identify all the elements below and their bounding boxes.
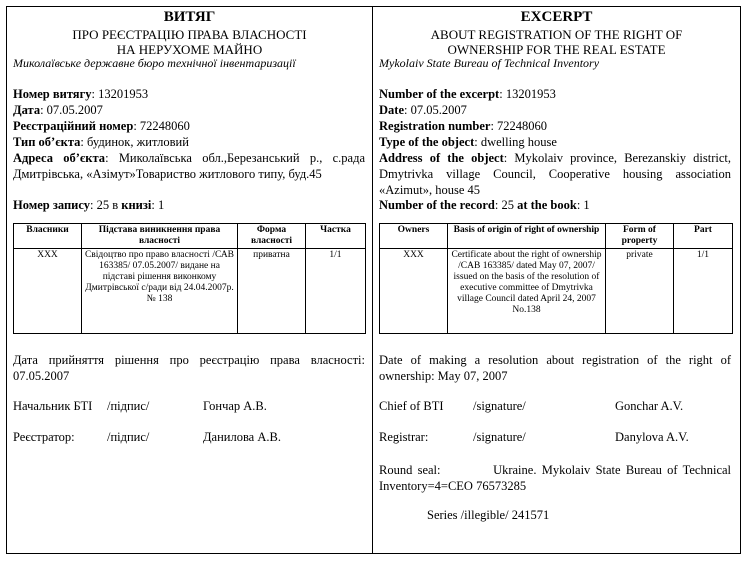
table-cell: private <box>606 249 674 334</box>
table-header: Form of property <box>606 224 674 249</box>
uk-field-object-type: Тип об’єкта: будинок, житловий <box>13 135 189 149</box>
en-field-record: Number of the record: 25 at the book: 1 <box>379 198 590 212</box>
table-row <box>380 249 733 334</box>
table-header-row <box>14 224 366 249</box>
en-subtitle-2: OWNERSHIP FOR THE REAL ESTATE <box>447 42 666 57</box>
uk-field-excerpt-number: Номер витягу: 13201953 <box>13 87 149 101</box>
uk-chief-name: Гончар А.В. <box>203 399 267 413</box>
en-registrar-signature: /signature/ <box>473 430 526 444</box>
table-header-row <box>380 224 733 249</box>
uk-registrar-role: Реєстратор: <box>13 430 75 444</box>
uk-subtitle-1: ПРО РЕЄСТРАЦІЮ ПРАВА ВЛАСНОСТІ <box>72 27 307 42</box>
uk-title: ВИТЯГ <box>163 9 216 25</box>
table-cell: приватна <box>238 249 306 334</box>
ukrainian-column <box>7 7 373 553</box>
uk-field-record: Номер запису: 25 в книзі: 1 <box>13 198 165 212</box>
table-header: Підстава виникнення права власності <box>82 224 238 249</box>
uk-chief-signature: /підпис/ <box>107 399 150 413</box>
en-chief-role: Chief of BTI <box>379 399 444 413</box>
table-header: Форма власності <box>238 224 306 249</box>
en-field-excerpt-number: Number of the excerpt: 13201953 <box>379 87 556 101</box>
table-cell: XXX <box>380 249 448 334</box>
uk-field-date: Дата: 07.05.2007 <box>13 103 103 117</box>
en-title: EXCERPT <box>520 9 593 25</box>
table-header: Basis of origin of right of ownership <box>448 224 606 249</box>
table-cell: XXX <box>14 249 82 334</box>
en-decision-date: Date of making a resolution about registration of the right of ownership: May 07, 2007 <box>379 353 731 383</box>
table-cell: 1/1 <box>674 249 733 334</box>
en-registrar-role: Registrar: <box>379 430 429 444</box>
en-field-date: Date: 07.05.2007 <box>379 103 467 117</box>
uk-decision-date: Дата прийняття рішення про реєстрацію права власності: 07.05.2007 <box>13 353 365 383</box>
uk-registrar-name: Данилова А.В. <box>203 430 281 444</box>
table-header: Part <box>674 224 733 249</box>
uk-field-registration-number: Реєстраційний номер: 72248060 <box>13 119 190 133</box>
en-round-seal: Round seal: Ukraine. Mykolaiv State Bureau of Technical Inventory=4=CEO 76573285 <box>379 463 732 493</box>
uk-field-address: Адреса об’єкта: Миколаївська обл.,Березанський р., с.рада Дмитрівська, «Азімут»Товариство житлового типу, буд.45 <box>13 151 365 181</box>
table-cell: Свідоцтво про право власності /САВ 163385/ 07.05.2007/ видане на підставі рішення виконкому Дмитрівської с/ради від 24.04.2007р. № 138 <box>82 249 238 334</box>
en-subtitle-1: ABOUT REGISTRATION OF THE RIGHT OF <box>430 27 683 42</box>
en-field-registration-number: Registration number: 72248060 <box>379 119 548 133</box>
table-cell: Certificate about the right of ownership /CAB 163385/ dated May 07, 2007/ issued on the basis of the resolution of executive committee of Dmytrivka village Council dated April 24, 2007 No.138 <box>448 249 606 334</box>
table-row <box>14 249 366 334</box>
en-series: Series /illegible/ 241571 <box>427 508 550 522</box>
table-header: Частка <box>306 224 366 249</box>
table-header: Owners <box>380 224 448 249</box>
en-field-object-type: Type of the object: dwelling house <box>379 135 557 149</box>
uk-ownership-table <box>13 223 366 334</box>
en-chief-signature: /signature/ <box>473 399 526 413</box>
en-registrar-name: Danylova A.V. <box>615 430 689 444</box>
uk-registrar-signature: /підпис/ <box>107 430 150 444</box>
en-field-address: Address of the object: Mykolaiv province, Berezanskiy district, Dmytrivka village Council, Cooperative housing association «Azimut», house 45 <box>379 151 731 197</box>
en-bureau: Mykolaiv State Bureau of Technical Inventory <box>379 56 600 70</box>
en-ownership-table <box>379 223 733 334</box>
english-column <box>373 7 740 553</box>
en-chief-name: Gonchar A.V. <box>615 399 684 413</box>
uk-subtitle-2: НА НЕРУХОМЕ МАЙНО <box>116 42 263 57</box>
uk-bureau: Миколаївське державне бюро технічної інвентаризації <box>13 56 296 70</box>
document-frame <box>6 6 741 554</box>
table-cell: 1/1 <box>306 249 366 334</box>
uk-chief-role: Начальник БТІ <box>13 399 93 413</box>
table-header: Власники <box>14 224 82 249</box>
